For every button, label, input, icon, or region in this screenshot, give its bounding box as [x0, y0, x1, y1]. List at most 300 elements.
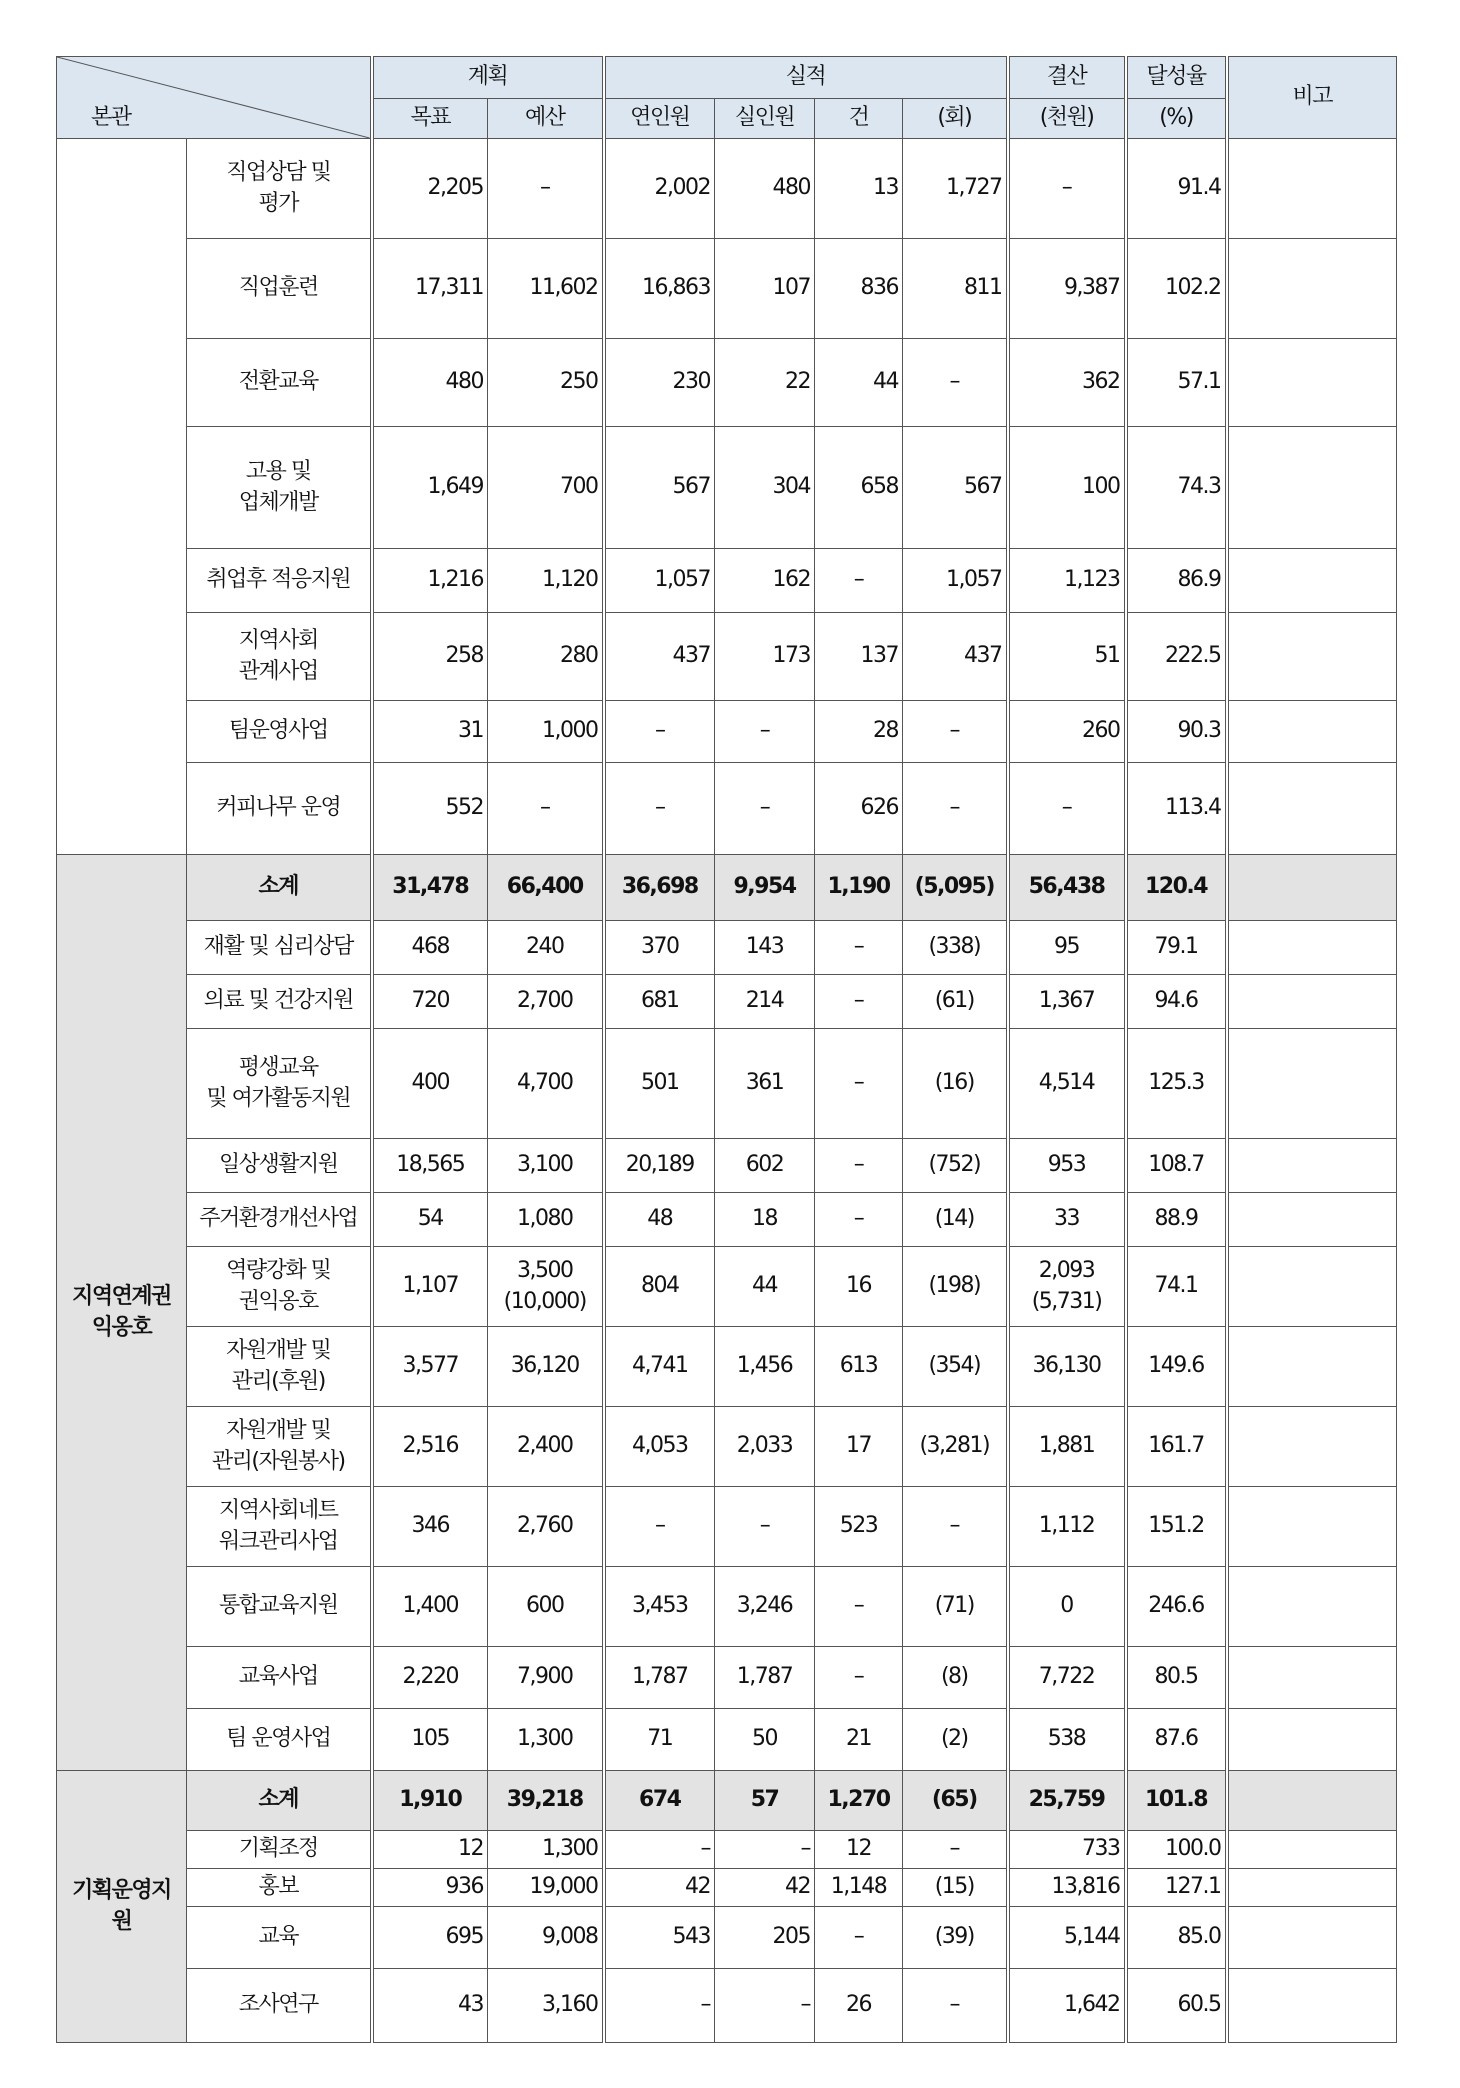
section-name-line: 지역연계권: [72, 1283, 171, 1309]
note-cell: [1227, 1487, 1397, 1567]
item-name-line: 커피나무 운영: [216, 795, 341, 821]
times-cell: 567: [903, 427, 1008, 549]
target-cell: 468: [372, 921, 488, 975]
note-cell: [1227, 139, 1397, 239]
cases-cell: 523: [815, 1487, 903, 1567]
note-cell: [1227, 1029, 1397, 1139]
target-cell: 1,216: [372, 549, 488, 613]
budget-cell: 9,008: [488, 1907, 604, 1969]
target-cell: 105: [372, 1709, 488, 1771]
rate-cell: 90.3: [1126, 701, 1227, 763]
settle-cell: 7,722: [1008, 1647, 1126, 1709]
item-name-cell: [187, 1907, 372, 1969]
settle-cell: 13,816: [1008, 1869, 1126, 1907]
table-row: [57, 1487, 1397, 1567]
item-name-line: 관리(자원봉사): [211, 1448, 345, 1474]
item-name-cell: [187, 975, 372, 1029]
rate-cell: 102.2: [1126, 239, 1227, 339]
item-name-cell: [187, 1139, 372, 1193]
real-persons-cell: 361: [715, 1029, 815, 1139]
performance-table: [56, 56, 1397, 2043]
times-cell: –: [903, 763, 1008, 855]
times-cell: –: [903, 1969, 1008, 2043]
times-cell: 1,727: [903, 139, 1008, 239]
settle-cell: 538: [1008, 1709, 1126, 1771]
budget-cell: 280: [488, 613, 604, 701]
note-cell: [1227, 1139, 1397, 1193]
real-persons-cell: –: [715, 1831, 815, 1869]
total-persons-cell: 1,787: [604, 1647, 715, 1709]
item-name-cell: [187, 1709, 372, 1771]
table-row: [57, 1139, 1397, 1193]
table-row: [57, 427, 1397, 549]
rate-cell: 108.7: [1126, 1139, 1227, 1193]
settle-cell: 260: [1008, 701, 1126, 763]
budget-cell: 1,300: [488, 1831, 604, 1869]
note-cell: [1227, 921, 1397, 975]
settle-header: 결산: [1008, 57, 1126, 99]
item-name-cell: [187, 1193, 372, 1247]
target-cell: 2,205: [372, 139, 488, 239]
times-cell: 437: [903, 613, 1008, 701]
note-cell: [1227, 427, 1397, 549]
times-cell: (354): [903, 1327, 1008, 1407]
table-row: [57, 339, 1397, 427]
table-row: [57, 921, 1397, 975]
item-name-line: 취업후 적응지원: [206, 567, 351, 593]
real-persons-cell: 205: [715, 1907, 815, 1969]
cases-cell: 21: [815, 1709, 903, 1771]
times-cell: (3,281): [903, 1407, 1008, 1487]
total-persons-cell: 1,057: [604, 549, 715, 613]
rate-unit-header: (%): [1126, 99, 1227, 139]
real-persons-cell: –: [715, 701, 815, 763]
settle-cell: 36,130: [1008, 1327, 1126, 1407]
target-cell: 1,107: [372, 1247, 488, 1327]
real-persons-cell: 44: [715, 1247, 815, 1327]
item-name-line: 재활 및 심리상담: [203, 934, 353, 960]
corner-header-cell: [57, 57, 372, 139]
real-persons-cell: 18: [715, 1193, 815, 1247]
target-cell: 1,400: [372, 1567, 488, 1647]
settle-cell: 1,367: [1008, 975, 1126, 1029]
item-name-line: 조사연구: [238, 1992, 318, 2018]
times-cell: (15): [903, 1869, 1008, 1907]
times-cell: (338): [903, 921, 1008, 975]
table-row: [57, 1567, 1397, 1647]
cases-header: 건: [815, 99, 903, 139]
table-row: [57, 975, 1397, 1029]
budget-cell: 1,080: [488, 1193, 604, 1247]
times-cell: (16): [903, 1029, 1008, 1139]
budget-cell: 700: [488, 427, 604, 549]
note-cell: [1227, 975, 1397, 1029]
item-name-cell: [187, 339, 372, 427]
real-persons-cell: 50: [715, 1709, 815, 1771]
note-cell: [1227, 1647, 1397, 1709]
target-cell: 480: [372, 339, 488, 427]
rate-cell: 113.4: [1126, 763, 1227, 855]
settle-cell: 5,144: [1008, 1907, 1126, 1969]
real-persons-cell: –: [715, 763, 815, 855]
item-name-line: 자원개발 및: [226, 1337, 331, 1363]
target-cell: 2,220: [372, 1647, 488, 1709]
item-name-cell: 소계: [187, 855, 372, 921]
settle-cell: 9,387: [1008, 239, 1126, 339]
table-row: [57, 1969, 1397, 2043]
target-cell: 17,311: [372, 239, 488, 339]
item-name-line: 지역사회: [238, 627, 318, 653]
target-cell: 12: [372, 1831, 488, 1869]
target-cell: 54: [372, 1193, 488, 1247]
budget-cell: 1,300: [488, 1709, 604, 1771]
item-name-line: 권익옹호: [238, 1288, 318, 1314]
item-name-line: 팀운영사업: [228, 718, 328, 744]
cases-cell: 1,270: [815, 1771, 903, 1831]
cases-cell: –: [815, 549, 903, 613]
rate-cell: 86.9: [1126, 549, 1227, 613]
rate-cell: 161.7: [1126, 1407, 1227, 1487]
note-cell: [1227, 855, 1397, 921]
rate-cell: 94.6: [1126, 975, 1227, 1029]
real-persons-cell: 143: [715, 921, 815, 975]
item-name-cell: [187, 427, 372, 549]
budget-cell: 1,120: [488, 549, 604, 613]
total-persons-cell: 4,053: [604, 1407, 715, 1487]
times-cell: –: [903, 701, 1008, 763]
note-cell: [1227, 1709, 1397, 1771]
note-cell: [1227, 701, 1397, 763]
budget-cell: –: [488, 763, 604, 855]
note-cell: [1227, 1771, 1397, 1831]
budget-cell: 2,400: [488, 1407, 604, 1487]
item-name-line: 자원개발 및: [226, 1417, 331, 1443]
rate-cell: 246.6: [1126, 1567, 1227, 1647]
real-persons-cell: 162: [715, 549, 815, 613]
total-persons-cell: 501: [604, 1029, 715, 1139]
cases-cell: –: [815, 1907, 903, 1969]
total-persons-cell: 4,741: [604, 1327, 715, 1407]
section-name-line: 기획운영지: [72, 1877, 171, 1903]
budget-cell: 250: [488, 339, 604, 427]
times-cell: (39): [903, 1907, 1008, 1969]
total-persons-cell: 674: [604, 1771, 715, 1831]
cases-cell: –: [815, 975, 903, 1029]
item-name-line: 고용 및: [245, 458, 311, 484]
note-cell: [1227, 1567, 1397, 1647]
rate-cell: 127.1: [1126, 1869, 1227, 1907]
cases-cell: –: [815, 921, 903, 975]
rate-cell: 74.3: [1126, 427, 1227, 549]
table-row: [57, 1029, 1397, 1139]
note-cell: [1227, 613, 1397, 701]
item-name-line: 평생교육: [238, 1054, 318, 1080]
times-cell: –: [903, 1487, 1008, 1567]
budget-cell: –: [488, 139, 604, 239]
target-header: 목표: [372, 99, 488, 139]
note-cell: [1227, 1193, 1397, 1247]
note-header: 비고: [1227, 57, 1397, 139]
total-persons-cell: 230: [604, 339, 715, 427]
item-name-line: 평가: [258, 190, 298, 216]
cell-line: 3,500: [517, 1257, 573, 1283]
table-row: [57, 1407, 1397, 1487]
real-persons-header: 실인원: [715, 99, 815, 139]
times-cell: (65): [903, 1771, 1008, 1831]
item-name-line: 통합교육지원: [218, 1593, 338, 1619]
real-persons-cell: 1,456: [715, 1327, 815, 1407]
budget-cell: 19,000: [488, 1869, 604, 1907]
total-persons-cell: 36,698: [604, 855, 715, 921]
budget-cell: 3,100: [488, 1139, 604, 1193]
budget-cell: 600: [488, 1567, 604, 1647]
item-name-cell: [187, 1869, 372, 1907]
cases-cell: 658: [815, 427, 903, 549]
cases-cell: 16: [815, 1247, 903, 1327]
table-row: [57, 701, 1397, 763]
real-persons-cell: 173: [715, 613, 815, 701]
settle-cell: 1,881: [1008, 1407, 1126, 1487]
budget-cell: 39,218: [488, 1771, 604, 1831]
cases-cell: –: [815, 1647, 903, 1709]
settle-cell: 1,123: [1008, 549, 1126, 613]
cell-line: 2,093: [1038, 1257, 1095, 1283]
real-persons-cell: 602: [715, 1139, 815, 1193]
cases-cell: –: [815, 1139, 903, 1193]
item-name-line: 직업훈련: [238, 275, 318, 301]
cell-line: (5,731): [1031, 1288, 1102, 1314]
rate-cell: 151.2: [1126, 1487, 1227, 1567]
item-name-cell: [187, 613, 372, 701]
total-persons-cell: 804: [604, 1247, 715, 1327]
cases-cell: 44: [815, 339, 903, 427]
total-persons-cell: 437: [604, 613, 715, 701]
section-name-line: 익옹호: [91, 1314, 152, 1340]
rate-cell: 222.5: [1126, 613, 1227, 701]
real-persons-cell: 107: [715, 239, 815, 339]
times-cell: (61): [903, 975, 1008, 1029]
table-row: [57, 1907, 1397, 1969]
table-row: [57, 239, 1397, 339]
settle-cell: –: [1008, 139, 1126, 239]
times-cell: 811: [903, 239, 1008, 339]
subtotal-row: [57, 1771, 1397, 1831]
cases-cell: 13: [815, 139, 903, 239]
rate-cell: 85.0: [1126, 1907, 1227, 1969]
cell-line: (10,000): [503, 1288, 586, 1314]
settle-cell: 100: [1008, 427, 1126, 549]
settle-cell: 953: [1008, 1139, 1126, 1193]
item-name-line: 지역사회네트: [218, 1497, 338, 1523]
target-cell: 720: [372, 975, 488, 1029]
note-cell: [1227, 1327, 1397, 1407]
section-name-cell: [57, 855, 187, 1771]
item-name-line: 직업상담 및: [226, 159, 331, 185]
item-name-cell: [187, 763, 372, 855]
item-name-cell: [187, 1487, 372, 1567]
settle-cell: 1,642: [1008, 1969, 1126, 2043]
real-persons-cell: 2,033: [715, 1407, 815, 1487]
corner-label: 본관: [91, 105, 131, 131]
times-cell: (198): [903, 1247, 1008, 1327]
plan-header: 계획: [372, 57, 604, 99]
cases-cell: –: [815, 1029, 903, 1139]
settle-cell: [1008, 1247, 1126, 1327]
cases-cell: 1,148: [815, 1869, 903, 1907]
cases-cell: 12: [815, 1831, 903, 1869]
item-name-line: 역량강화 및: [226, 1257, 331, 1283]
times-cell: (2): [903, 1709, 1008, 1771]
cases-cell: 28: [815, 701, 903, 763]
real-persons-cell: –: [715, 1969, 815, 2043]
item-name-cell: 소계: [187, 1771, 372, 1831]
table-row: [57, 549, 1397, 613]
target-cell: 1,649: [372, 427, 488, 549]
note-cell: [1227, 1907, 1397, 1969]
cases-cell: 626: [815, 763, 903, 855]
section-name-line: 원: [111, 1908, 132, 1934]
budget-cell: 36,120: [488, 1327, 604, 1407]
item-name-line: 업체개발: [238, 489, 318, 515]
total-persons-cell: 543: [604, 1907, 715, 1969]
rate-cell: 100.0: [1126, 1831, 1227, 1869]
rate-cell: 149.6: [1126, 1327, 1227, 1407]
section-name-cell: [57, 1771, 187, 2043]
settle-cell: 0: [1008, 1567, 1126, 1647]
real-persons-cell: 3,246: [715, 1567, 815, 1647]
target-cell: 43: [372, 1969, 488, 2043]
rate-cell: 80.5: [1126, 1647, 1227, 1709]
table-row: [57, 139, 1397, 239]
settle-cell: 362: [1008, 339, 1126, 427]
total-persons-cell: 2,002: [604, 139, 715, 239]
total-persons-cell: –: [604, 1831, 715, 1869]
settle-cell: 4,514: [1008, 1029, 1126, 1139]
target-cell: 400: [372, 1029, 488, 1139]
item-name-cell: [187, 1567, 372, 1647]
target-cell: 695: [372, 1907, 488, 1969]
item-name-line: 의료 및 건강지원: [203, 988, 353, 1014]
settle-cell: 25,759: [1008, 1771, 1126, 1831]
total-persons-cell: –: [604, 701, 715, 763]
item-name-line: 워크관리사업: [218, 1528, 338, 1554]
note-cell: [1227, 1247, 1397, 1327]
note-cell: [1227, 549, 1397, 613]
item-name-cell: [187, 1407, 372, 1487]
item-name-cell: [187, 1831, 372, 1869]
rate-cell: 74.1: [1126, 1247, 1227, 1327]
note-cell: [1227, 239, 1397, 339]
cases-cell: 1,190: [815, 855, 903, 921]
total-persons-cell: –: [604, 1969, 715, 2043]
total-persons-cell: 3,453: [604, 1567, 715, 1647]
table-row: [57, 1869, 1397, 1907]
item-name-line: 및 여가활동지원: [206, 1085, 351, 1111]
note-cell: [1227, 763, 1397, 855]
budget-cell: 2,700: [488, 975, 604, 1029]
item-name-cell: [187, 139, 372, 239]
rate-cell: 60.5: [1126, 1969, 1227, 2043]
cases-cell: 26: [815, 1969, 903, 2043]
real-persons-cell: 304: [715, 427, 815, 549]
note-cell: [1227, 339, 1397, 427]
subtotal-row: [57, 855, 1397, 921]
settle-unit-header: (천원): [1008, 99, 1126, 139]
target-cell: 258: [372, 613, 488, 701]
settle-cell: 56,438: [1008, 855, 1126, 921]
target-cell: 31,478: [372, 855, 488, 921]
item-name-line: 주거환경개선사업: [199, 1206, 358, 1232]
target-cell: 3,577: [372, 1327, 488, 1407]
item-name-cell: [187, 549, 372, 613]
real-persons-cell: –: [715, 1487, 815, 1567]
settle-cell: 1,112: [1008, 1487, 1126, 1567]
item-name-line: 일상생활지원: [218, 1152, 338, 1178]
item-name-cell: [187, 701, 372, 763]
total-persons-cell: 20,189: [604, 1139, 715, 1193]
total-persons-cell: 370: [604, 921, 715, 975]
target-cell: 346: [372, 1487, 488, 1567]
budget-cell: 4,700: [488, 1029, 604, 1139]
settle-cell: 733: [1008, 1831, 1126, 1869]
budget-cell: 1,000: [488, 701, 604, 763]
rate-header: 달성율: [1126, 57, 1227, 99]
settle-cell: 33: [1008, 1193, 1126, 1247]
table-row: [57, 1327, 1397, 1407]
rate-cell: 125.3: [1126, 1029, 1227, 1139]
real-persons-cell: 22: [715, 339, 815, 427]
note-cell: [1227, 1869, 1397, 1907]
item-name-cell: [187, 239, 372, 339]
budget-cell: 7,900: [488, 1647, 604, 1709]
total-persons-header: 연인원: [604, 99, 715, 139]
item-name-line: 관리(후원): [231, 1368, 325, 1394]
budget-header: 예산: [488, 99, 604, 139]
item-name-line: 교육: [258, 1924, 298, 1950]
table-row: [57, 1709, 1397, 1771]
item-name-line: 전환교육: [238, 369, 318, 395]
item-name-cell: [187, 1969, 372, 2043]
rate-cell: 87.6: [1126, 1709, 1227, 1771]
budget-cell: 66,400: [488, 855, 604, 921]
rate-cell: 101.8: [1126, 1771, 1227, 1831]
item-name-line: 팀 운영사업: [226, 1726, 331, 1752]
rate-cell: 88.9: [1126, 1193, 1227, 1247]
cases-cell: –: [815, 1193, 903, 1247]
cases-cell: 137: [815, 613, 903, 701]
settle-cell: 95: [1008, 921, 1126, 975]
total-persons-cell: 16,863: [604, 239, 715, 339]
item-name-line: 홍보: [258, 1874, 298, 1900]
total-persons-cell: 567: [604, 427, 715, 549]
actual-header: 실적: [604, 57, 1008, 99]
target-cell: 31: [372, 701, 488, 763]
note-cell: [1227, 1407, 1397, 1487]
cases-cell: 836: [815, 239, 903, 339]
settle-cell: 51: [1008, 613, 1126, 701]
target-cell: 2,516: [372, 1407, 488, 1487]
table-row: [57, 1247, 1397, 1327]
times-cell: (752): [903, 1139, 1008, 1193]
real-persons-cell: 1,787: [715, 1647, 815, 1709]
target-cell: 18,565: [372, 1139, 488, 1193]
times-cell: –: [903, 339, 1008, 427]
total-persons-cell: 71: [604, 1709, 715, 1771]
rate-cell: 79.1: [1126, 921, 1227, 975]
table-row: [57, 1647, 1397, 1709]
budget-cell: 3,160: [488, 1969, 604, 2043]
note-cell: [1227, 1969, 1397, 2043]
